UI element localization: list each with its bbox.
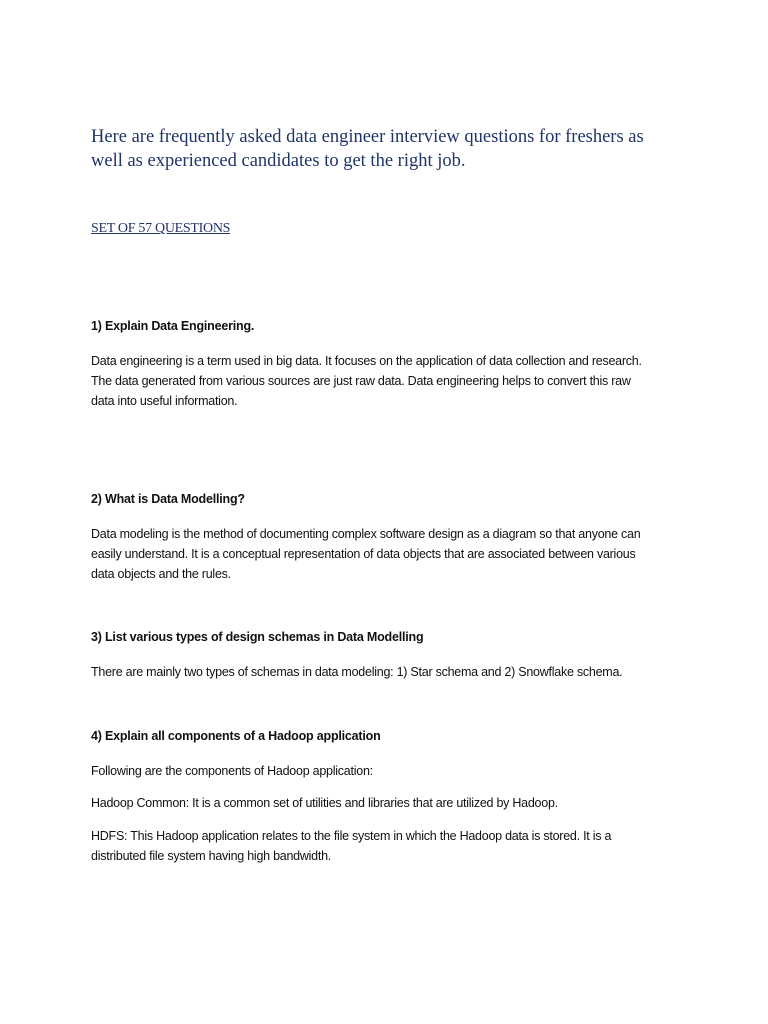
question-heading: 2) What is Data Modelling? xyxy=(91,492,245,506)
answer-paragraph xyxy=(91,793,558,813)
answer-paragraph xyxy=(91,826,611,866)
text-line: easily understand. It is a conceptual representation of data objects that are associated between various xyxy=(91,547,636,561)
intro-text xyxy=(91,125,644,173)
answer-paragraph xyxy=(91,761,373,781)
question-heading: 4) Explain all components of a Hadoop application xyxy=(91,729,381,743)
text-line: Data engineering is a term used in big data. It focuses on the application of data collection and research. xyxy=(91,354,642,368)
text-line: HDFS: This Hadoop application relates to the file system in which the Hadoop data is stored. It is a xyxy=(91,829,612,843)
answer-paragraph xyxy=(91,524,640,584)
text-line: Following are the components of Hadoop application: xyxy=(91,764,373,778)
question-heading: 1) Explain Data Engineering. xyxy=(91,319,255,333)
text-line: data objects and the rules. xyxy=(91,567,231,581)
text-line: Data modeling is the method of documenting complex software design as a diagram so that anyone can xyxy=(91,527,641,541)
text-line: Hadoop Common: It is a common set of utilities and libraries that are utilized by Hadoop. xyxy=(91,796,558,810)
text-line: distributed file system having high bandwidth. xyxy=(91,849,332,863)
question-heading: 3) List various types of design schemas in Data Modelling xyxy=(91,630,424,644)
intro-line: well as experienced candidates to get the right job. xyxy=(91,151,466,171)
intro-line: Here are frequently asked data engineer interview questions for freshers as xyxy=(91,127,644,147)
text-line: The data generated from various sources are just raw data. Data engineering helps to convert this raw xyxy=(91,374,631,388)
answer-paragraph xyxy=(91,662,622,682)
answer-paragraph xyxy=(91,351,642,411)
text-line: data into useful information. xyxy=(91,394,238,408)
text-line: There are mainly two types of schemas in data modeling: 1) Star schema and 2) Snowflake schema. xyxy=(91,665,623,679)
questions-link[interactable]: SET OF 57 QUESTIONS xyxy=(91,221,231,236)
